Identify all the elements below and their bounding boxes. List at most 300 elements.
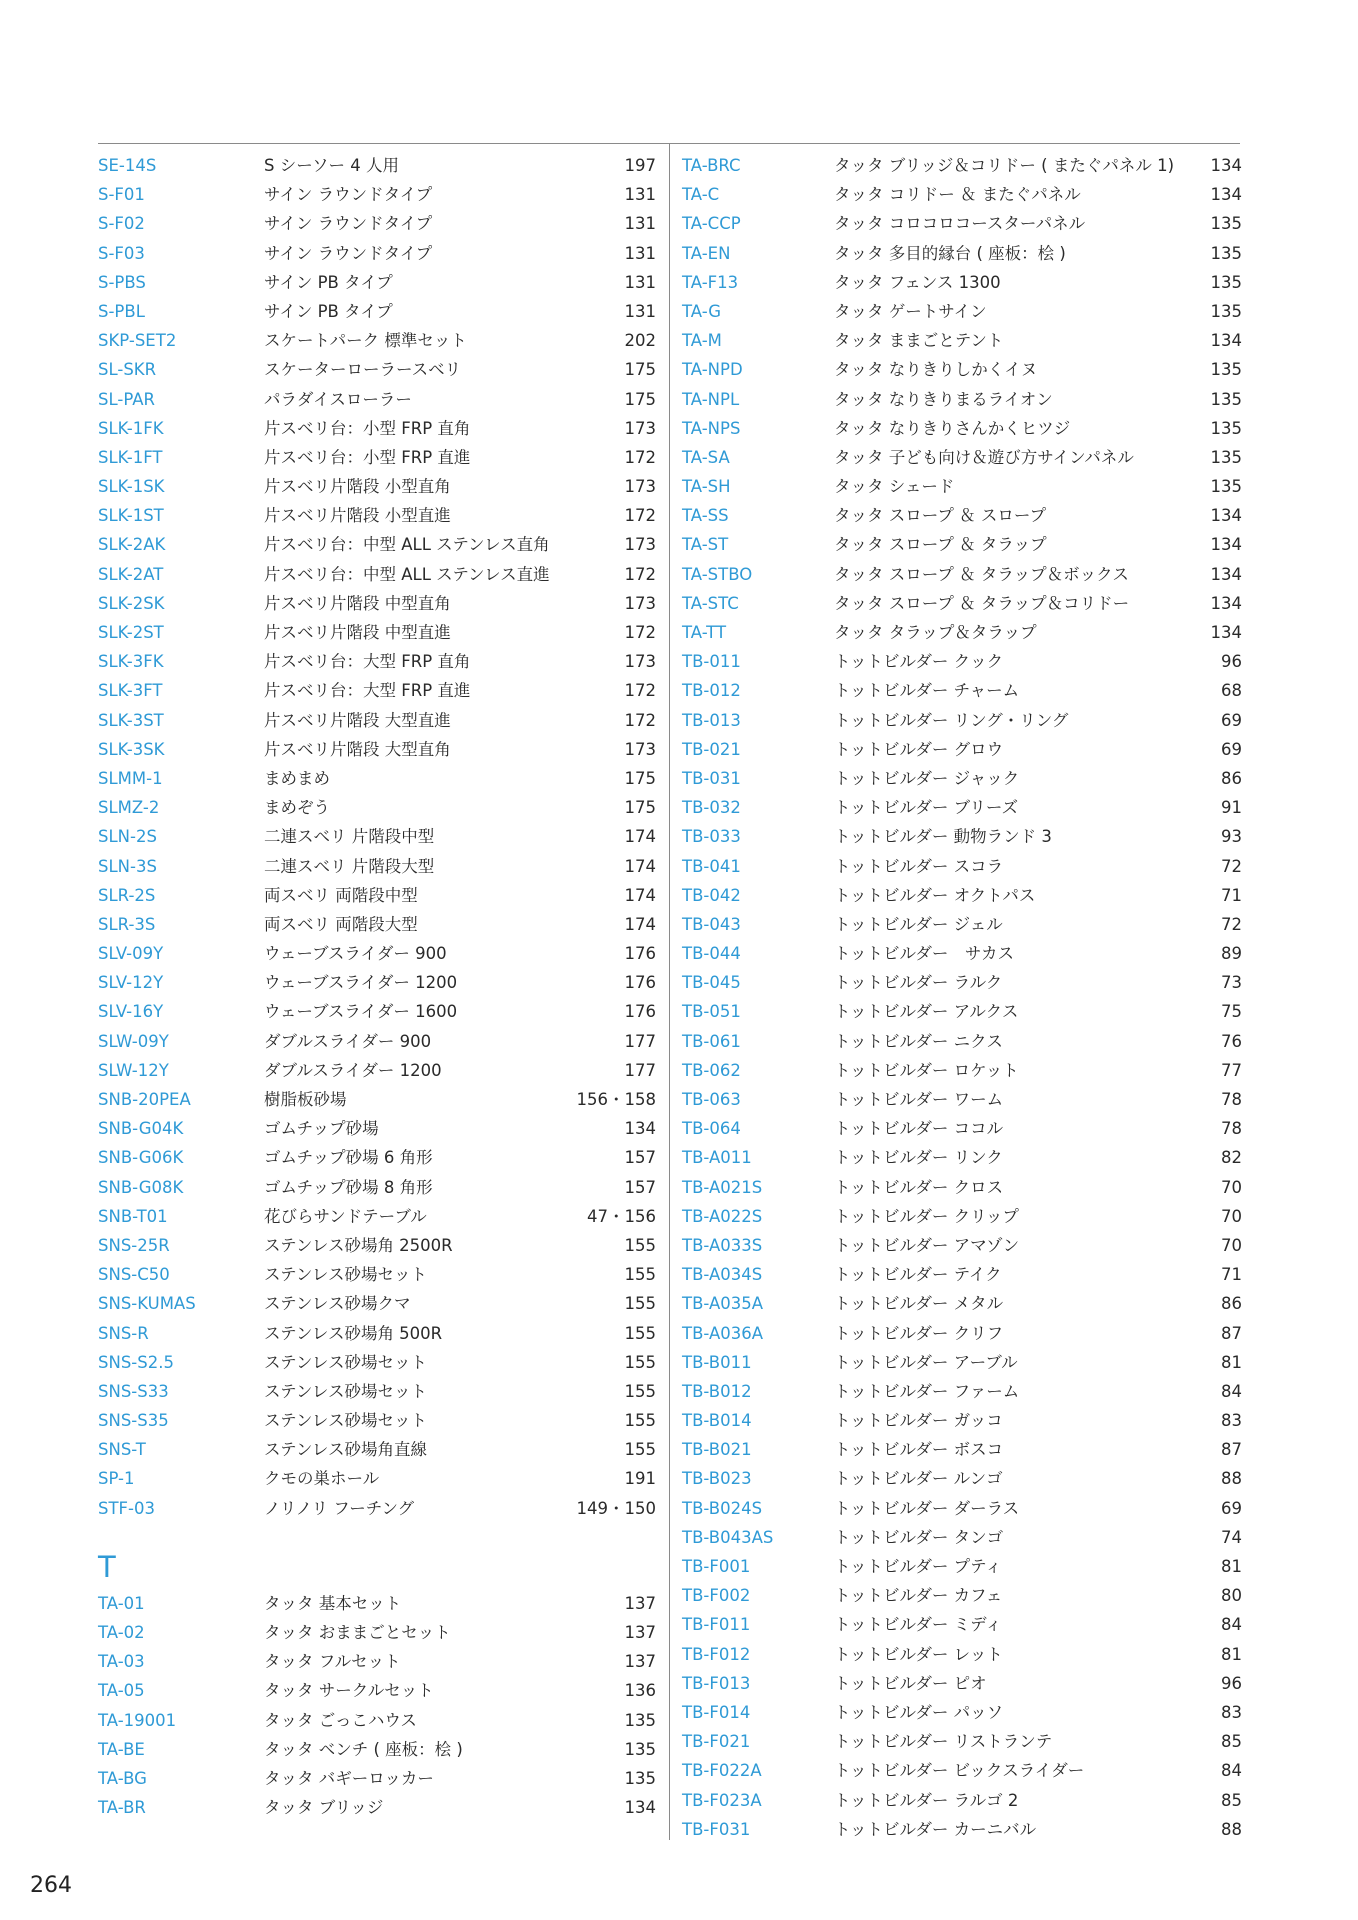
index-row bbox=[682, 1027, 1242, 1056]
product-code: TB-044 bbox=[682, 944, 741, 964]
product-name: タッタ なりきりしかくイヌ bbox=[834, 360, 1038, 380]
index-row bbox=[682, 1406, 1242, 1435]
page-ref: 174 bbox=[624, 885, 656, 905]
index-row bbox=[682, 589, 1242, 618]
index-row bbox=[682, 1319, 1242, 1348]
product-code: TA-G bbox=[682, 301, 722, 321]
column-divider bbox=[669, 143, 670, 1840]
product-code: S-F02 bbox=[98, 214, 145, 234]
product-code: SNB-G08K bbox=[98, 1177, 184, 1197]
product-code: SLV-16Y bbox=[98, 1002, 164, 1022]
page-ref: 96 bbox=[1221, 1673, 1242, 1693]
product-code: TB-B014 bbox=[682, 1411, 752, 1431]
product-code: S-F03 bbox=[98, 243, 145, 263]
index-row bbox=[682, 1056, 1242, 1085]
product-code: TB-A022S bbox=[682, 1206, 763, 1226]
index-row bbox=[98, 1464, 656, 1493]
product-code: TB-021 bbox=[682, 739, 741, 759]
page-ref: 134 bbox=[1210, 564, 1242, 584]
page-ref: 131 bbox=[624, 272, 656, 292]
product-code: TB-F011 bbox=[682, 1615, 751, 1635]
product-name: タッタ スロープ ＆ スロープ bbox=[834, 506, 1047, 526]
product-name: トットビルダー ピオ bbox=[834, 1673, 987, 1693]
page-ref: 135 bbox=[1210, 418, 1242, 438]
product-name: サイン ラウンドタイプ bbox=[264, 243, 433, 263]
product-name: トットビルダー タンゴ bbox=[834, 1527, 1004, 1547]
index-row bbox=[682, 735, 1242, 764]
index-row bbox=[682, 1523, 1242, 1552]
page-ref: 131 bbox=[624, 243, 656, 263]
index-row bbox=[682, 1669, 1242, 1698]
product-code: SNB-G06K bbox=[98, 1148, 184, 1168]
page-ref: 131 bbox=[624, 301, 656, 321]
index-row bbox=[98, 326, 656, 355]
index-row bbox=[682, 1085, 1242, 1114]
page-ref: 134 bbox=[1210, 506, 1242, 526]
product-code: TA-M bbox=[682, 331, 722, 351]
product-code: TA-SA bbox=[682, 447, 730, 467]
index-row bbox=[682, 239, 1242, 268]
product-code: SLK-3FK bbox=[98, 652, 164, 672]
product-code: TB-B024S bbox=[682, 1498, 763, 1518]
page-ref: 134 bbox=[1210, 535, 1242, 555]
index-row bbox=[98, 297, 656, 326]
index-row bbox=[98, 1085, 656, 1114]
index-row bbox=[98, 472, 656, 501]
product-name: サイン PB タイプ bbox=[264, 301, 393, 321]
product-code: SKP-SET2 bbox=[98, 331, 177, 351]
product-code: TA-C bbox=[682, 185, 720, 205]
page-ref: 174 bbox=[624, 856, 656, 876]
index-row bbox=[682, 1143, 1242, 1172]
page-ref: 88 bbox=[1221, 1469, 1242, 1489]
index-row bbox=[98, 209, 656, 238]
page-ref: 71 bbox=[1221, 885, 1242, 905]
index-row bbox=[98, 1202, 656, 1231]
product-name: ウェーブスライダー 900 bbox=[264, 944, 447, 964]
page-ref: 69 bbox=[1221, 739, 1242, 759]
product-name: タッタ おままごとセット bbox=[264, 1623, 451, 1642]
product-name: タッタ なりきりさんかくヒツジ bbox=[834, 418, 1071, 438]
page-ref: 137 bbox=[624, 1652, 656, 1672]
index-row bbox=[682, 1494, 1242, 1523]
index-row bbox=[98, 764, 656, 793]
index-row bbox=[682, 501, 1242, 530]
product-name: トットビルダー アーブル bbox=[834, 1352, 1018, 1372]
product-name: 片スベリ台：小型 FRP 直角 bbox=[264, 418, 471, 438]
page-ref: 76 bbox=[1221, 1031, 1242, 1051]
product-name: タッタ スロープ ＆ タラップ＆ボックス bbox=[834, 564, 1129, 584]
index-row bbox=[98, 1056, 656, 1085]
page-ref: 86 bbox=[1221, 768, 1242, 788]
product-name: ステンレス砂場セット bbox=[264, 1352, 427, 1372]
product-code: TB-F012 bbox=[682, 1644, 751, 1664]
product-name: 樹脂板砂場 bbox=[264, 1090, 347, 1109]
product-name: タッタ フルセット bbox=[264, 1652, 401, 1672]
product-code: TB-011 bbox=[682, 652, 741, 672]
index-row bbox=[682, 151, 1242, 180]
index-row bbox=[682, 1698, 1242, 1727]
product-name: タッタ ブリッジ bbox=[264, 1798, 384, 1818]
page-ref: 131 bbox=[624, 214, 656, 234]
page-ref: 177 bbox=[624, 1031, 656, 1051]
product-code: S-F01 bbox=[98, 185, 145, 205]
index-row bbox=[98, 1143, 656, 1172]
left-column bbox=[98, 151, 656, 1822]
product-name: トットビルダー ニクス bbox=[834, 1031, 1003, 1051]
page-ref: 155 bbox=[624, 1294, 656, 1314]
index-row bbox=[98, 560, 656, 589]
page-ref: 87 bbox=[1221, 1440, 1242, 1460]
product-code: SNS-KUMAS bbox=[98, 1294, 196, 1314]
product-code: SLW-12Y bbox=[98, 1060, 169, 1080]
index-row bbox=[682, 1173, 1242, 1202]
product-code: SLR-2S bbox=[98, 885, 156, 905]
index-row bbox=[98, 793, 656, 822]
product-name: タッタ 子ども向け＆遊び方サインパネル bbox=[834, 447, 1134, 467]
product-name: タッタ シェード bbox=[834, 477, 955, 497]
product-code: TA-01 bbox=[98, 1593, 145, 1613]
product-name: トットビルダー リストランテ bbox=[834, 1732, 1053, 1752]
product-code: SP-1 bbox=[98, 1469, 135, 1489]
page-ref: 155 bbox=[624, 1440, 656, 1460]
index-row bbox=[98, 355, 656, 384]
product-code: TB-B012 bbox=[682, 1381, 752, 1401]
product-code: SLK-2SK bbox=[98, 593, 165, 613]
index-row bbox=[682, 1289, 1242, 1318]
index-row bbox=[682, 997, 1242, 1026]
index-row bbox=[682, 1377, 1242, 1406]
product-name: タッタ なりきりまるライオン bbox=[834, 389, 1053, 409]
product-name: トットビルダー ダーラス bbox=[834, 1498, 1020, 1518]
product-name: パラダイスローラー bbox=[264, 389, 412, 409]
product-name: ダブルスライダー 1200 bbox=[264, 1060, 442, 1080]
product-code: TB-B011 bbox=[682, 1352, 752, 1372]
product-code: TA-TT bbox=[682, 623, 727, 642]
product-name: トットビルダー グロウ bbox=[834, 739, 1004, 759]
index-row bbox=[682, 939, 1242, 968]
page-ref: 157 bbox=[624, 1177, 656, 1197]
product-name: トットビルダー カフェ bbox=[834, 1586, 1003, 1606]
product-name: トットビルダー カーニバル bbox=[834, 1819, 1037, 1839]
page-ref: 156・158 bbox=[576, 1090, 656, 1109]
product-code: SNB-20PEA bbox=[98, 1090, 191, 1109]
product-code: TB-064 bbox=[682, 1119, 741, 1139]
index-row bbox=[98, 1289, 656, 1318]
product-name: トットビルダー ファーム bbox=[834, 1381, 1020, 1401]
index-row bbox=[682, 268, 1242, 297]
product-code: SLV-09Y bbox=[98, 944, 164, 964]
product-code: SLN-2S bbox=[98, 827, 157, 847]
product-name: ステンレス砂場セット bbox=[264, 1265, 427, 1285]
product-code: SLK-2ST bbox=[98, 623, 164, 642]
product-code: TB-041 bbox=[682, 856, 741, 876]
product-name: スケーターローラースベリ bbox=[264, 360, 462, 380]
page-ref: 175 bbox=[624, 389, 656, 409]
page-ref: 70 bbox=[1221, 1177, 1242, 1197]
index-row bbox=[682, 209, 1242, 238]
product-name: 片スベリ台：小型 FRP 直進 bbox=[264, 447, 471, 467]
page-ref: 70 bbox=[1221, 1235, 1242, 1255]
product-name: トットビルダー テイク bbox=[834, 1265, 1002, 1285]
product-code: TB-A035A bbox=[682, 1294, 764, 1314]
product-name: トットビルダー リンク bbox=[834, 1148, 1003, 1168]
product-name: ダブルスライダー 900 bbox=[264, 1031, 432, 1051]
product-name: 片スベリ片階段 小型直進 bbox=[264, 506, 451, 526]
product-name: トットビルダー オクトパス bbox=[834, 885, 1036, 905]
product-code: TB-012 bbox=[682, 681, 741, 701]
product-name: トットビルダー スコラ bbox=[834, 856, 1004, 876]
product-name: 片スベリ台：中型 ALL ステンレス直角 bbox=[264, 535, 550, 555]
product-name: トットビルダー レット bbox=[834, 1644, 1003, 1664]
page-ref: 81 bbox=[1221, 1644, 1242, 1664]
product-code: TA-03 bbox=[98, 1652, 145, 1672]
left-index-list bbox=[98, 151, 656, 1523]
product-name: 二連スベリ 片階段中型 bbox=[264, 827, 435, 847]
index-row bbox=[682, 1114, 1242, 1143]
page-ref: 172 bbox=[624, 681, 656, 701]
page-ref: 174 bbox=[624, 914, 656, 934]
page-ref: 134 bbox=[1210, 623, 1242, 642]
page-ref: 88 bbox=[1221, 1819, 1242, 1839]
product-name: クモの巣ホール bbox=[264, 1469, 380, 1489]
page-ref: 135 bbox=[624, 1739, 656, 1759]
product-name: ステンレス砂場セット bbox=[264, 1411, 427, 1431]
page-ref: 73 bbox=[1221, 973, 1242, 993]
product-name: スケートパーク 標準セット bbox=[264, 331, 467, 351]
product-code: TB-045 bbox=[682, 973, 741, 993]
index-row bbox=[682, 1231, 1242, 1260]
product-name: トットビルダー ワーム bbox=[834, 1090, 1004, 1109]
index-row bbox=[682, 968, 1242, 997]
product-code: SNS-T bbox=[98, 1440, 146, 1460]
index-row bbox=[682, 1727, 1242, 1756]
index-row bbox=[98, 1260, 656, 1289]
section-heading-t: T bbox=[98, 1549, 116, 1584]
product-name: ステンレス砂場クマ bbox=[264, 1294, 411, 1314]
page-ref: 172 bbox=[624, 506, 656, 526]
product-name: トットビルダー アマゾン bbox=[834, 1235, 1020, 1255]
page-ref: 83 bbox=[1221, 1702, 1242, 1722]
page-ref: 134 bbox=[1210, 331, 1242, 351]
page-ref: 175 bbox=[624, 798, 656, 818]
page-ref: 68 bbox=[1221, 681, 1242, 701]
index-row bbox=[98, 1735, 656, 1764]
page-ref: 155 bbox=[624, 1235, 656, 1255]
product-name: トットビルダー プティ bbox=[834, 1557, 1002, 1576]
index-row bbox=[98, 1348, 656, 1377]
index-row bbox=[98, 1676, 656, 1705]
product-code: TB-F023A bbox=[682, 1790, 762, 1810]
product-code: SLK-3FT bbox=[98, 681, 163, 701]
section-spacer bbox=[98, 1523, 656, 1537]
product-code: TA-ST bbox=[682, 535, 729, 555]
product-name: タッタ フェンス 1300 bbox=[834, 272, 1001, 292]
product-name: タッタ コリドー ＆ またぐパネル bbox=[834, 185, 1081, 205]
product-code: TA-NPD bbox=[682, 360, 743, 380]
index-row bbox=[98, 385, 656, 414]
index-row bbox=[98, 852, 656, 881]
product-code: STF-03 bbox=[98, 1498, 155, 1518]
index-row bbox=[682, 764, 1242, 793]
product-name: ステンレス砂場角 2500R bbox=[264, 1235, 453, 1255]
index-row bbox=[682, 647, 1242, 676]
page-ref: 173 bbox=[624, 652, 656, 672]
product-code: TA-05 bbox=[98, 1681, 145, 1701]
page-ref: 173 bbox=[624, 593, 656, 613]
page-ref: 175 bbox=[624, 360, 656, 380]
product-name: タッタ 多目的縁台 ( 座板：桧 ) bbox=[834, 243, 1066, 263]
t-index-list bbox=[98, 1589, 656, 1823]
index-row bbox=[682, 1815, 1242, 1844]
product-code: TB-F014 bbox=[682, 1702, 751, 1722]
page-ref: 72 bbox=[1221, 914, 1242, 934]
product-name: トットビルダー ボスコ bbox=[834, 1440, 1004, 1460]
product-name: 片スベリ片階段 大型直角 bbox=[264, 739, 451, 759]
product-code: TB-042 bbox=[682, 885, 741, 905]
index-row bbox=[682, 618, 1242, 647]
product-code: TA-BRC bbox=[682, 156, 741, 175]
product-name: トットビルダー ガッコ bbox=[834, 1411, 1003, 1431]
product-name: 二連スベリ 片階段大型 bbox=[264, 856, 435, 876]
product-code: TB-062 bbox=[682, 1060, 741, 1080]
index-row bbox=[98, 180, 656, 209]
index-row bbox=[98, 1319, 656, 1348]
page-ref: 172 bbox=[624, 710, 656, 730]
product-code: SNB-G04K bbox=[98, 1119, 184, 1139]
page-ref: 75 bbox=[1221, 1002, 1242, 1022]
index-row bbox=[682, 443, 1242, 472]
product-name: ゴムチップ砂場 bbox=[264, 1119, 379, 1139]
page-ref: 135 bbox=[624, 1768, 656, 1788]
page-ref: 174 bbox=[624, 827, 656, 847]
index-row bbox=[98, 618, 656, 647]
index-row bbox=[98, 151, 656, 180]
product-name: トットビルダー サカス bbox=[834, 944, 1015, 964]
product-code: TA-19001 bbox=[98, 1710, 177, 1730]
page-ref: 155 bbox=[624, 1323, 656, 1343]
page-ref: 85 bbox=[1221, 1790, 1242, 1810]
product-name: トットビルダー ジェル bbox=[834, 914, 1003, 934]
index-row bbox=[682, 1552, 1242, 1581]
product-name: ステンレス砂場角直線 bbox=[264, 1440, 427, 1460]
product-name: トットビルダー ジャック bbox=[834, 768, 1020, 788]
page-ref: 135 bbox=[1210, 214, 1242, 234]
product-name: 片スベリ片階段 中型直角 bbox=[264, 593, 451, 613]
page-ref: 135 bbox=[1210, 389, 1242, 409]
page-ref: 131 bbox=[624, 185, 656, 205]
product-name: ゴムチップ砂場 6 角形 bbox=[264, 1148, 433, 1168]
index-row bbox=[98, 1618, 656, 1647]
page-ref: 47・156 bbox=[587, 1206, 656, 1226]
product-code: TA-BR bbox=[98, 1798, 146, 1818]
index-row bbox=[682, 676, 1242, 705]
index-row bbox=[682, 793, 1242, 822]
page-ref: 86 bbox=[1221, 1294, 1242, 1314]
product-name: タッタ バギーロッカー bbox=[264, 1768, 434, 1788]
page-ref: 82 bbox=[1221, 1148, 1242, 1168]
product-name: タッタ ベンチ ( 座板：桧 ) bbox=[264, 1739, 463, 1759]
page-ref: 173 bbox=[624, 418, 656, 438]
page-ref: 135 bbox=[1210, 301, 1242, 321]
page-ref: 173 bbox=[624, 477, 656, 497]
product-code: TA-SS bbox=[682, 506, 729, 526]
product-code: TA-SH bbox=[682, 477, 731, 497]
page-ref: 134 bbox=[624, 1119, 656, 1139]
product-name: 片スベリ片階段 小型直角 bbox=[264, 477, 451, 497]
page-ref: 135 bbox=[1210, 360, 1242, 380]
product-code: SLK-1ST bbox=[98, 506, 164, 526]
page-ref: 155 bbox=[624, 1265, 656, 1285]
product-code: TB-F022A bbox=[682, 1761, 762, 1781]
product-name: タッタ コロコロコースターパネル bbox=[834, 214, 1086, 234]
index-row bbox=[98, 268, 656, 297]
product-code: SLMZ-2 bbox=[98, 798, 160, 818]
product-code: SLK-1SK bbox=[98, 477, 165, 497]
product-name: ウェーブスライダー 1200 bbox=[264, 973, 458, 993]
page-ref: 74 bbox=[1221, 1527, 1242, 1547]
index-row bbox=[682, 706, 1242, 735]
page-ref: 176 bbox=[624, 944, 656, 964]
product-name: トットビルダー ラルク bbox=[834, 973, 1003, 993]
index-row bbox=[98, 1027, 656, 1056]
product-code: TA-CCP bbox=[682, 214, 741, 234]
page-ref: 135 bbox=[624, 1710, 656, 1730]
page-ref: 177 bbox=[624, 1060, 656, 1080]
product-code: TB-A034S bbox=[682, 1265, 763, 1285]
index-row bbox=[682, 1435, 1242, 1464]
product-name: トットビルダー クック bbox=[834, 652, 1004, 672]
product-name: タッタ タラップ＆タラップ bbox=[834, 623, 1037, 642]
index-row bbox=[98, 530, 656, 559]
page-ref: 137 bbox=[624, 1593, 656, 1613]
product-code: SNS-R bbox=[98, 1323, 149, 1343]
product-code: TB-F013 bbox=[682, 1673, 751, 1693]
index-row bbox=[682, 1610, 1242, 1639]
index-row bbox=[98, 1114, 656, 1143]
page-ref: 69 bbox=[1221, 710, 1242, 730]
product-code: TA-BE bbox=[98, 1739, 145, 1759]
product-code: SNS-S35 bbox=[98, 1411, 169, 1431]
page-ref: 155 bbox=[624, 1352, 656, 1372]
page-ref: 135 bbox=[1210, 272, 1242, 292]
page-ref: 172 bbox=[624, 623, 656, 642]
product-code: TB-051 bbox=[682, 1002, 741, 1022]
product-code: TB-013 bbox=[682, 710, 741, 730]
page-ref: 173 bbox=[624, 739, 656, 759]
product-name: タッタ ごっこハウス bbox=[264, 1710, 417, 1730]
page-ref: 84 bbox=[1221, 1381, 1242, 1401]
product-code: SLN-3S bbox=[98, 856, 157, 876]
index-row bbox=[682, 414, 1242, 443]
product-name: 片スベリ台：大型 FRP 直進 bbox=[264, 681, 471, 701]
product-name: トットビルダー クロス bbox=[834, 1177, 1004, 1197]
product-name: トットビルダー パッソ bbox=[834, 1702, 1004, 1722]
product-name: タッタ スロープ ＆ タラップ＆コリドー bbox=[834, 593, 1130, 613]
page-ref: 70 bbox=[1221, 1206, 1242, 1226]
product-code: S-PBL bbox=[98, 301, 145, 321]
index-row bbox=[98, 968, 656, 997]
product-name: ゴムチップ砂場 8 角形 bbox=[264, 1177, 433, 1197]
page-ref: 72 bbox=[1221, 856, 1242, 876]
product-name: S シーソー 4 人用 bbox=[264, 156, 400, 175]
product-code: TB-A033S bbox=[682, 1235, 763, 1255]
index-row bbox=[98, 1494, 656, 1523]
index-row bbox=[98, 414, 656, 443]
product-name: タッタ サークルセット bbox=[264, 1681, 434, 1701]
product-code: SE-14S bbox=[98, 156, 157, 175]
product-name: トットビルダー ラルゴ 2 bbox=[834, 1790, 1019, 1810]
